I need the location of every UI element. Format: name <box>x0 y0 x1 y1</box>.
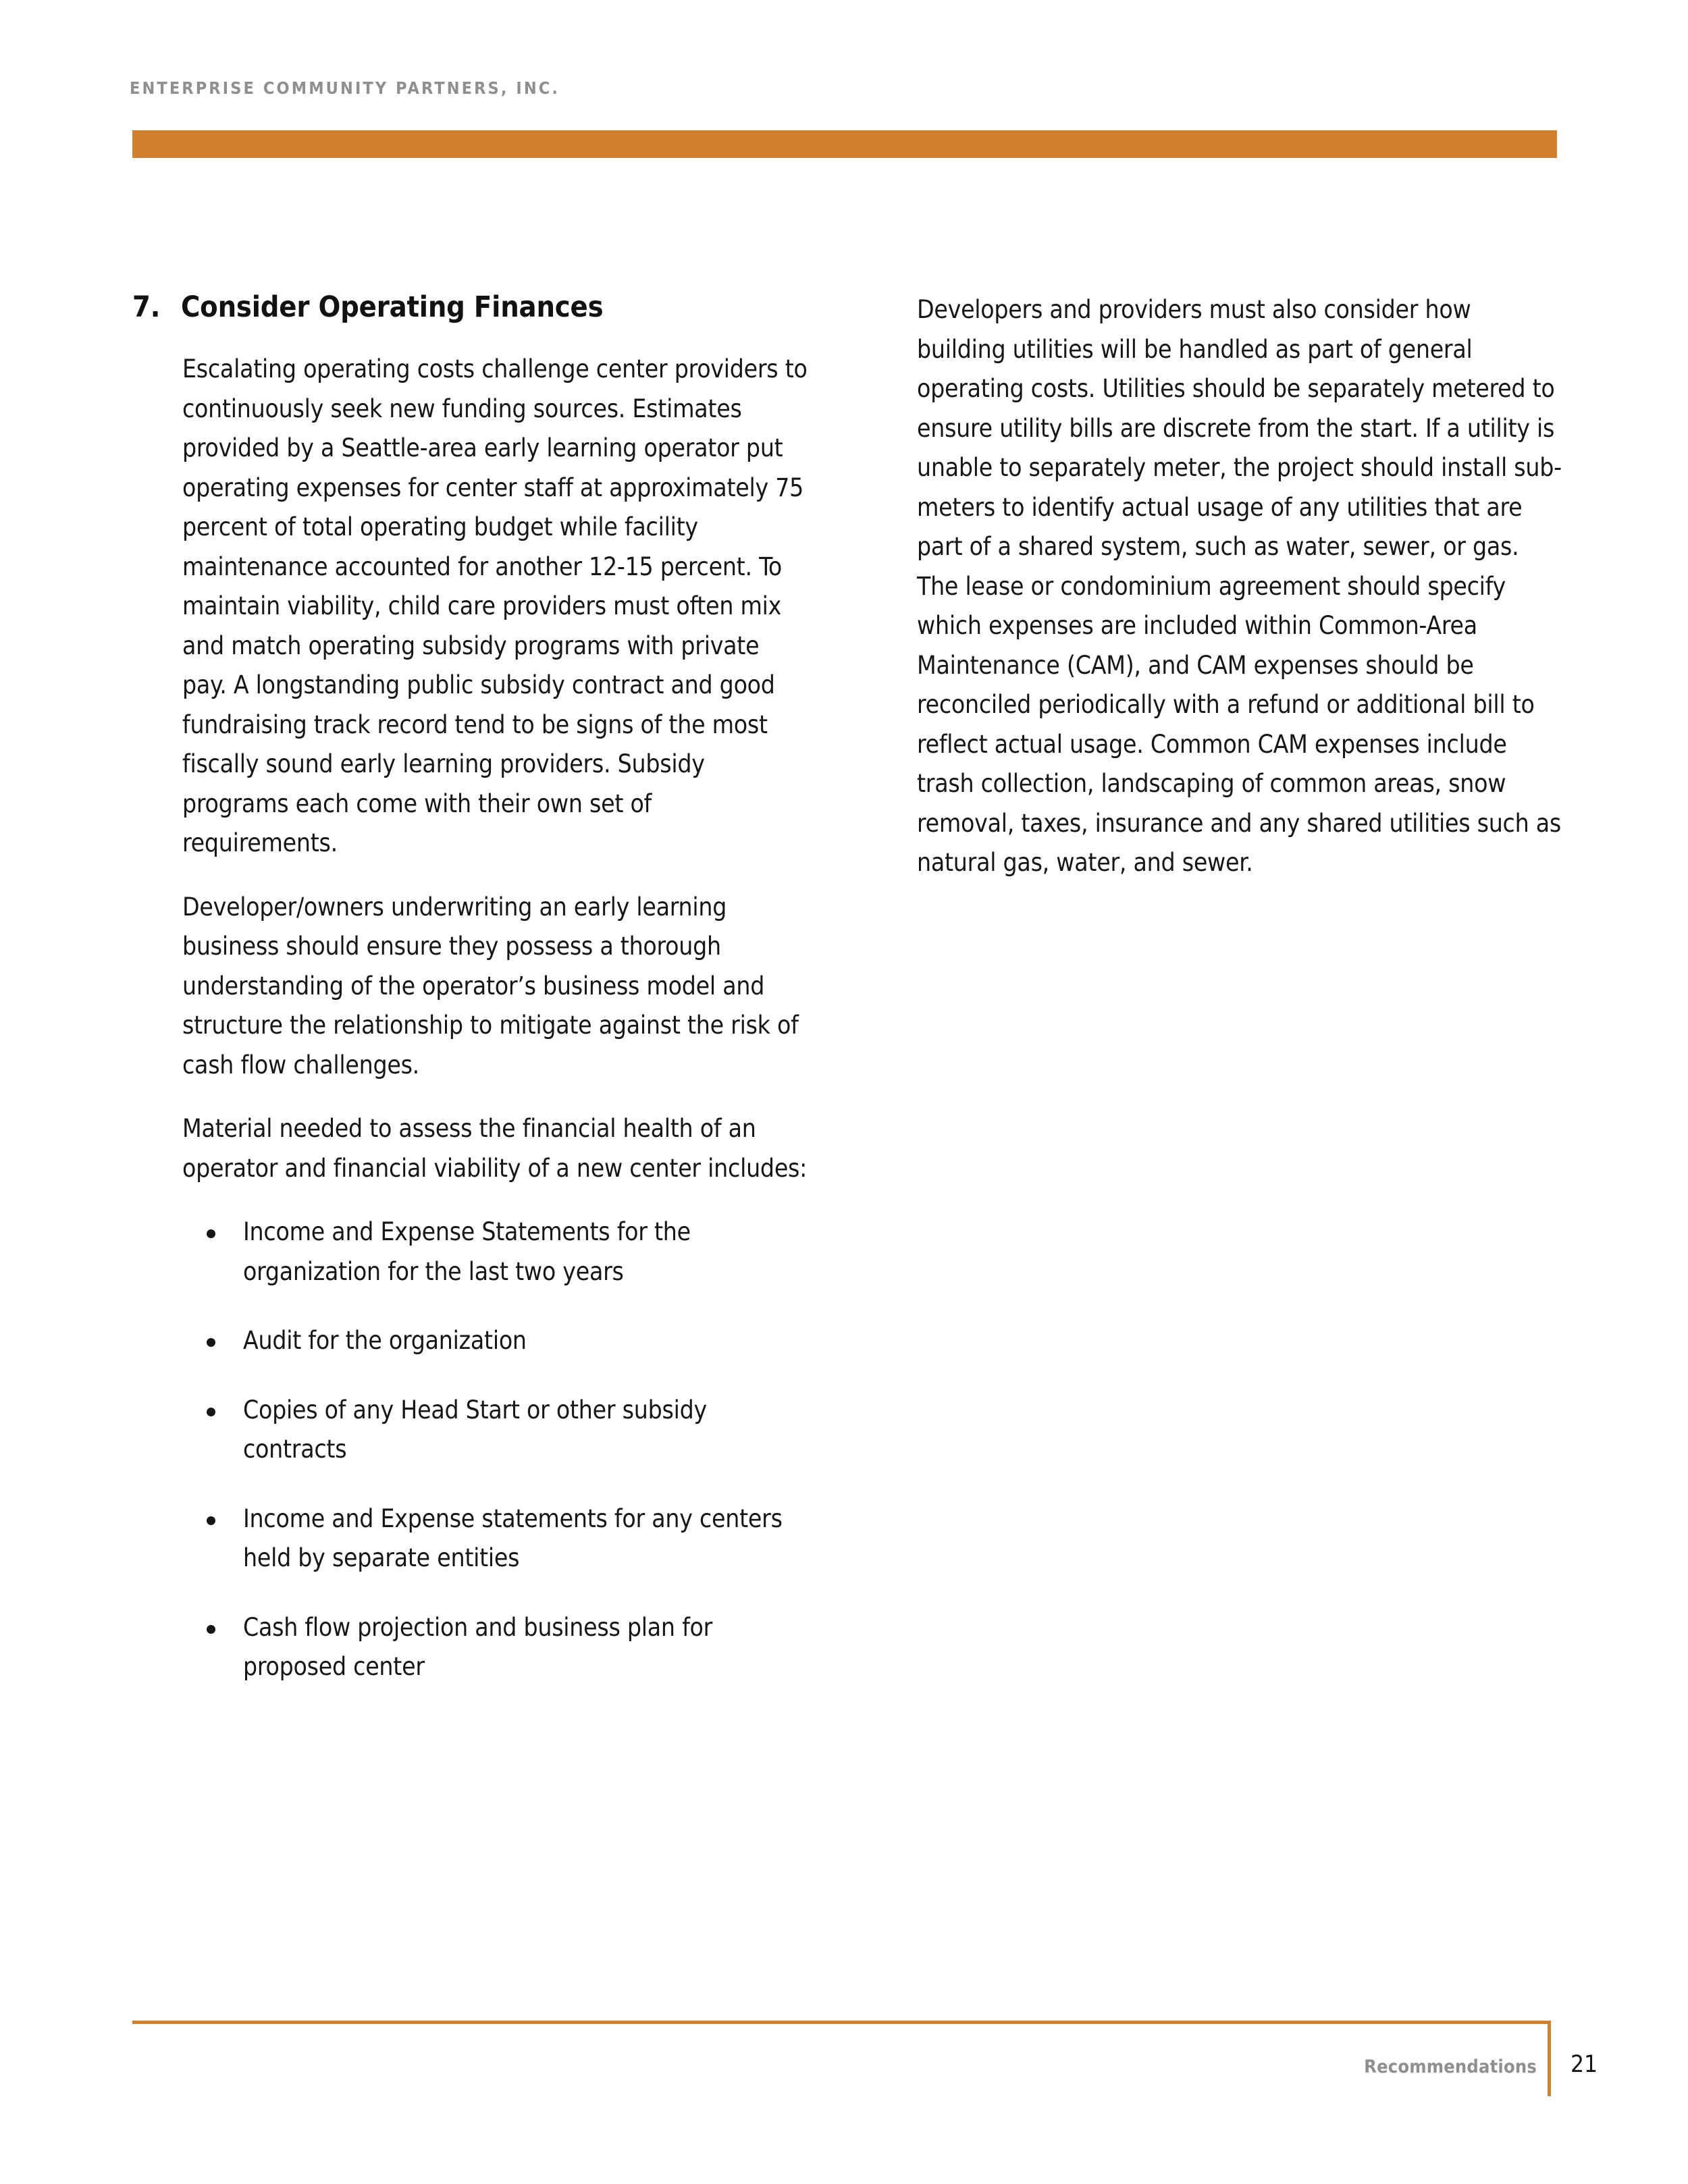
column-right <box>917 290 1565 883</box>
bullet-dot-icon <box>207 1408 215 1416</box>
page-number: 21 <box>1571 2051 1598 2078</box>
list-item <box>207 1321 808 1361</box>
paragraph-left-3: Material needed to assess the financial health of an operator and financial viability of a new center includes: <box>182 1114 808 1183</box>
running-header-organization: ENTERPRISE COMMUNITY PARTNERS, INC. <box>130 78 560 98</box>
section-heading <box>132 290 808 324</box>
list-item-label: Cash flow projection and business plan for proposed center <box>243 1612 713 1681</box>
footer-section-label: Recommendations <box>1364 2056 1537 2077</box>
paragraph-left-1: Escalating operating costs challenge center providers to continuously seek new funding sources. Estimates provided by a Seattle-area early learning operator put operating expenses for center staff at approximately 75 percent of total operating budget while facility maintenance accounted for another 12-15 percent. To maintain viability, child care providers must often mix and match operating subsidy programs with private pay. A longstanding public subsidy contract and good fundraising track record tend to be signs of the most fiscally sound early learning providers. Subsidy programs each come with their own set of requirements. <box>182 354 808 857</box>
section-title: Consider Operating Finances <box>181 290 604 324</box>
list-item <box>207 1499 808 1578</box>
section-number: 7. <box>132 290 161 324</box>
paragraph-left-2: Developer/owners underwriting an early learning business should ensure they possess a thorough understanding of the operator’s business model and structure the relationship to mitigate against the risk of cash flow challenges. <box>182 892 799 1080</box>
header-orange-rule <box>132 130 1557 158</box>
list-item-label: Copies of any Head Start or other subsidy contracts <box>243 1395 707 1464</box>
list-item-label: Audit for the organization <box>243 1326 527 1355</box>
bullet-dot-icon <box>207 1229 215 1238</box>
footer-orange-rule <box>132 2021 1550 2024</box>
list-item <box>207 1391 808 1470</box>
list-item <box>207 1213 808 1291</box>
list-item-label: Income and Expense statements for any centers held by separate entities <box>243 1503 783 1572</box>
footer-vertical-divider <box>1548 2021 1551 2096</box>
paragraph-right-1: Developers and providers must also consider how building utilities will be handled as part of general operating costs. Utilities should be separately metered to ensure utility bills are discrete from the start. If a utility is unable to separately meter, the project should install sub-meters to identify actual usage of any utilities that are part of a shared system, such as water, sewer, or gas. The lease or condominium agreement should specify which expenses are included within Common-Area Maintenance (CAM), and CAM expenses should be reconciled periodically with a refund or additional bill to reflect actual usage. Common CAM expenses include trash collection, landscaping of common areas, snow removal, taxes, insurance and any shared utilities such as natural gas, water, and sewer. <box>917 295 1562 877</box>
column-left <box>132 290 808 1687</box>
materials-bullet-list <box>132 1213 808 1687</box>
list-item-label: Income and Expense Statements for the organization for the last two years <box>243 1217 691 1286</box>
bullet-dot-icon <box>207 1338 215 1347</box>
bullet-dot-icon <box>207 1625 215 1634</box>
list-item <box>207 1608 808 1687</box>
bullet-dot-icon <box>207 1516 215 1525</box>
